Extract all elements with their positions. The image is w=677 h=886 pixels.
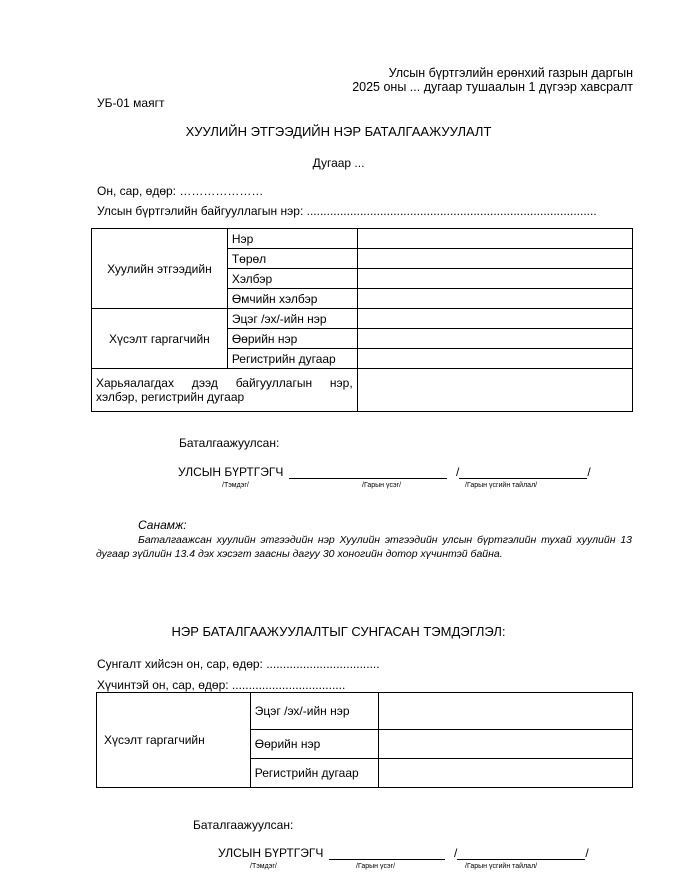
extension-applicant-table xyxy=(96,692,633,788)
signature-name-blank[interactable] xyxy=(459,466,587,479)
registry-org-name: Улсын бүртгэлийн байгууллагын нэр: ....................................................................................... xyxy=(97,204,597,218)
parent-org-label-line-1: Харьяалагдах дээд байгууллагын нэр, xyxy=(96,376,353,390)
approved-label: Баталгаажуулсан: xyxy=(179,436,280,450)
extension-name-caption: /Гарын үсгийн тайлал/ xyxy=(465,863,538,870)
valid-until-date: Хүчинтэй он, сар, өдөр: .................................. xyxy=(97,678,346,692)
entity-row-name-label: Нэр xyxy=(227,229,357,249)
sign-caption: /Гарын үсэг/ xyxy=(362,482,402,489)
extension-registrar-title: УЛСЫН БҮРТГЭГЧ xyxy=(218,846,324,860)
certificate-title: ХУУЛИЙН ЭТГЭЭДИЙН НЭР БАТАЛГААЖУУЛАЛТ xyxy=(185,124,492,139)
certificate-date: Он, сар, өдөр: ………………… xyxy=(97,184,264,198)
entity-row-name-value[interactable] xyxy=(357,229,632,249)
entity-row-type-value[interactable] xyxy=(357,249,632,269)
applicant-row-father-label: Эцэг /эх/-ийн нэр xyxy=(227,309,357,329)
registrar-title: УЛСЫН БҮРТГЭГЧ xyxy=(178,465,284,479)
entity-row-ownership-label: Өмчийн хэлбэр xyxy=(227,289,357,309)
applicant-row-name-value[interactable] xyxy=(357,329,632,349)
extension-row-name-label: Өөрийн нэр xyxy=(250,730,378,759)
extension-signature-blank[interactable] xyxy=(329,847,445,860)
entity-table xyxy=(91,228,633,412)
entity-group-label: Хуулийн этгээдийн xyxy=(92,229,228,309)
parent-org-value[interactable] xyxy=(357,369,632,412)
extension-registrar-signature-line: УЛСЫН БҮРТГЭГЧ / / xyxy=(218,846,589,860)
entity-row-ownership-value[interactable] xyxy=(357,289,632,309)
extension-date: Сунгалт хийсэн он, сар, өдөр: .................................. xyxy=(97,657,380,671)
extension-row-register-value[interactable] xyxy=(378,759,632,788)
entity-row-form-value[interactable] xyxy=(357,269,632,289)
extension-row-father-value[interactable] xyxy=(378,693,632,730)
entity-row-type-label: Төрөл xyxy=(227,249,357,269)
applicant-row-register-value[interactable] xyxy=(357,349,632,369)
decree-line-2: 2025 оны ... дугаар тушаалын 1 дүгээр хавсралт xyxy=(352,80,633,94)
entity-row-form-label: Хэлбэр xyxy=(227,269,357,289)
extension-sign-caption: /Гарын үсэг/ xyxy=(356,863,396,870)
registrar-signature-line: УЛСЫН БҮРТГЭГЧ / / xyxy=(178,465,591,479)
extension-group-label: Хүсэлт гаргагчийн xyxy=(97,693,251,788)
extension-row-register-label: Регистрийн дугаар xyxy=(250,759,378,788)
extension-approved-label: Баталгаажуулсан: xyxy=(193,818,294,832)
name-caption: /Гарын үсгийн тайлал/ xyxy=(465,482,538,489)
extension-signature-name-blank[interactable] xyxy=(457,847,585,860)
applicant-row-name-label: Өөрийн нэр xyxy=(227,329,357,349)
parent-org-label-line-2: хэлбэр, регистрийн дугаар xyxy=(96,390,245,404)
certificate-number: Дугаар ... xyxy=(312,156,365,170)
note-text: Баталгаажсан хуулийн этгээдийн нэр Хуулийн этгээдийн улсын бүртгэлийн тухай хуулийн 13 дугаар зүйлийн 13.4 дэх хэсэгт заасны дагуу 30 хоногийн дотор хүчинтэй байна. xyxy=(96,534,632,560)
extension-row-father-label: Эцэг /эх/-ийн нэр xyxy=(250,693,378,730)
applicant-row-register-label: Регистрийн дугаар xyxy=(227,349,357,369)
signature-blank[interactable] xyxy=(289,466,447,479)
extension-stamp-caption: /Тэмдэг/ xyxy=(250,863,277,870)
form-code: УБ-01 маягт xyxy=(97,96,165,110)
extension-row-name-value[interactable] xyxy=(378,730,632,759)
parent-org-label xyxy=(92,369,358,412)
stamp-caption: /Тэмдэг/ xyxy=(222,482,249,489)
extension-title: НЭР БАТАЛГААЖУУЛАЛТЫГ СУНГАСАН ТЭМДЭГЛЭЛ: xyxy=(171,624,506,639)
note-title: Санамж: xyxy=(138,518,187,532)
applicant-group-label: Хүсэлт гаргагчийн xyxy=(92,309,228,369)
decree-line-1: Улсын бүртгэлийн ерөнхий газрын даргын xyxy=(388,66,633,80)
applicant-row-father-value[interactable] xyxy=(357,309,632,329)
